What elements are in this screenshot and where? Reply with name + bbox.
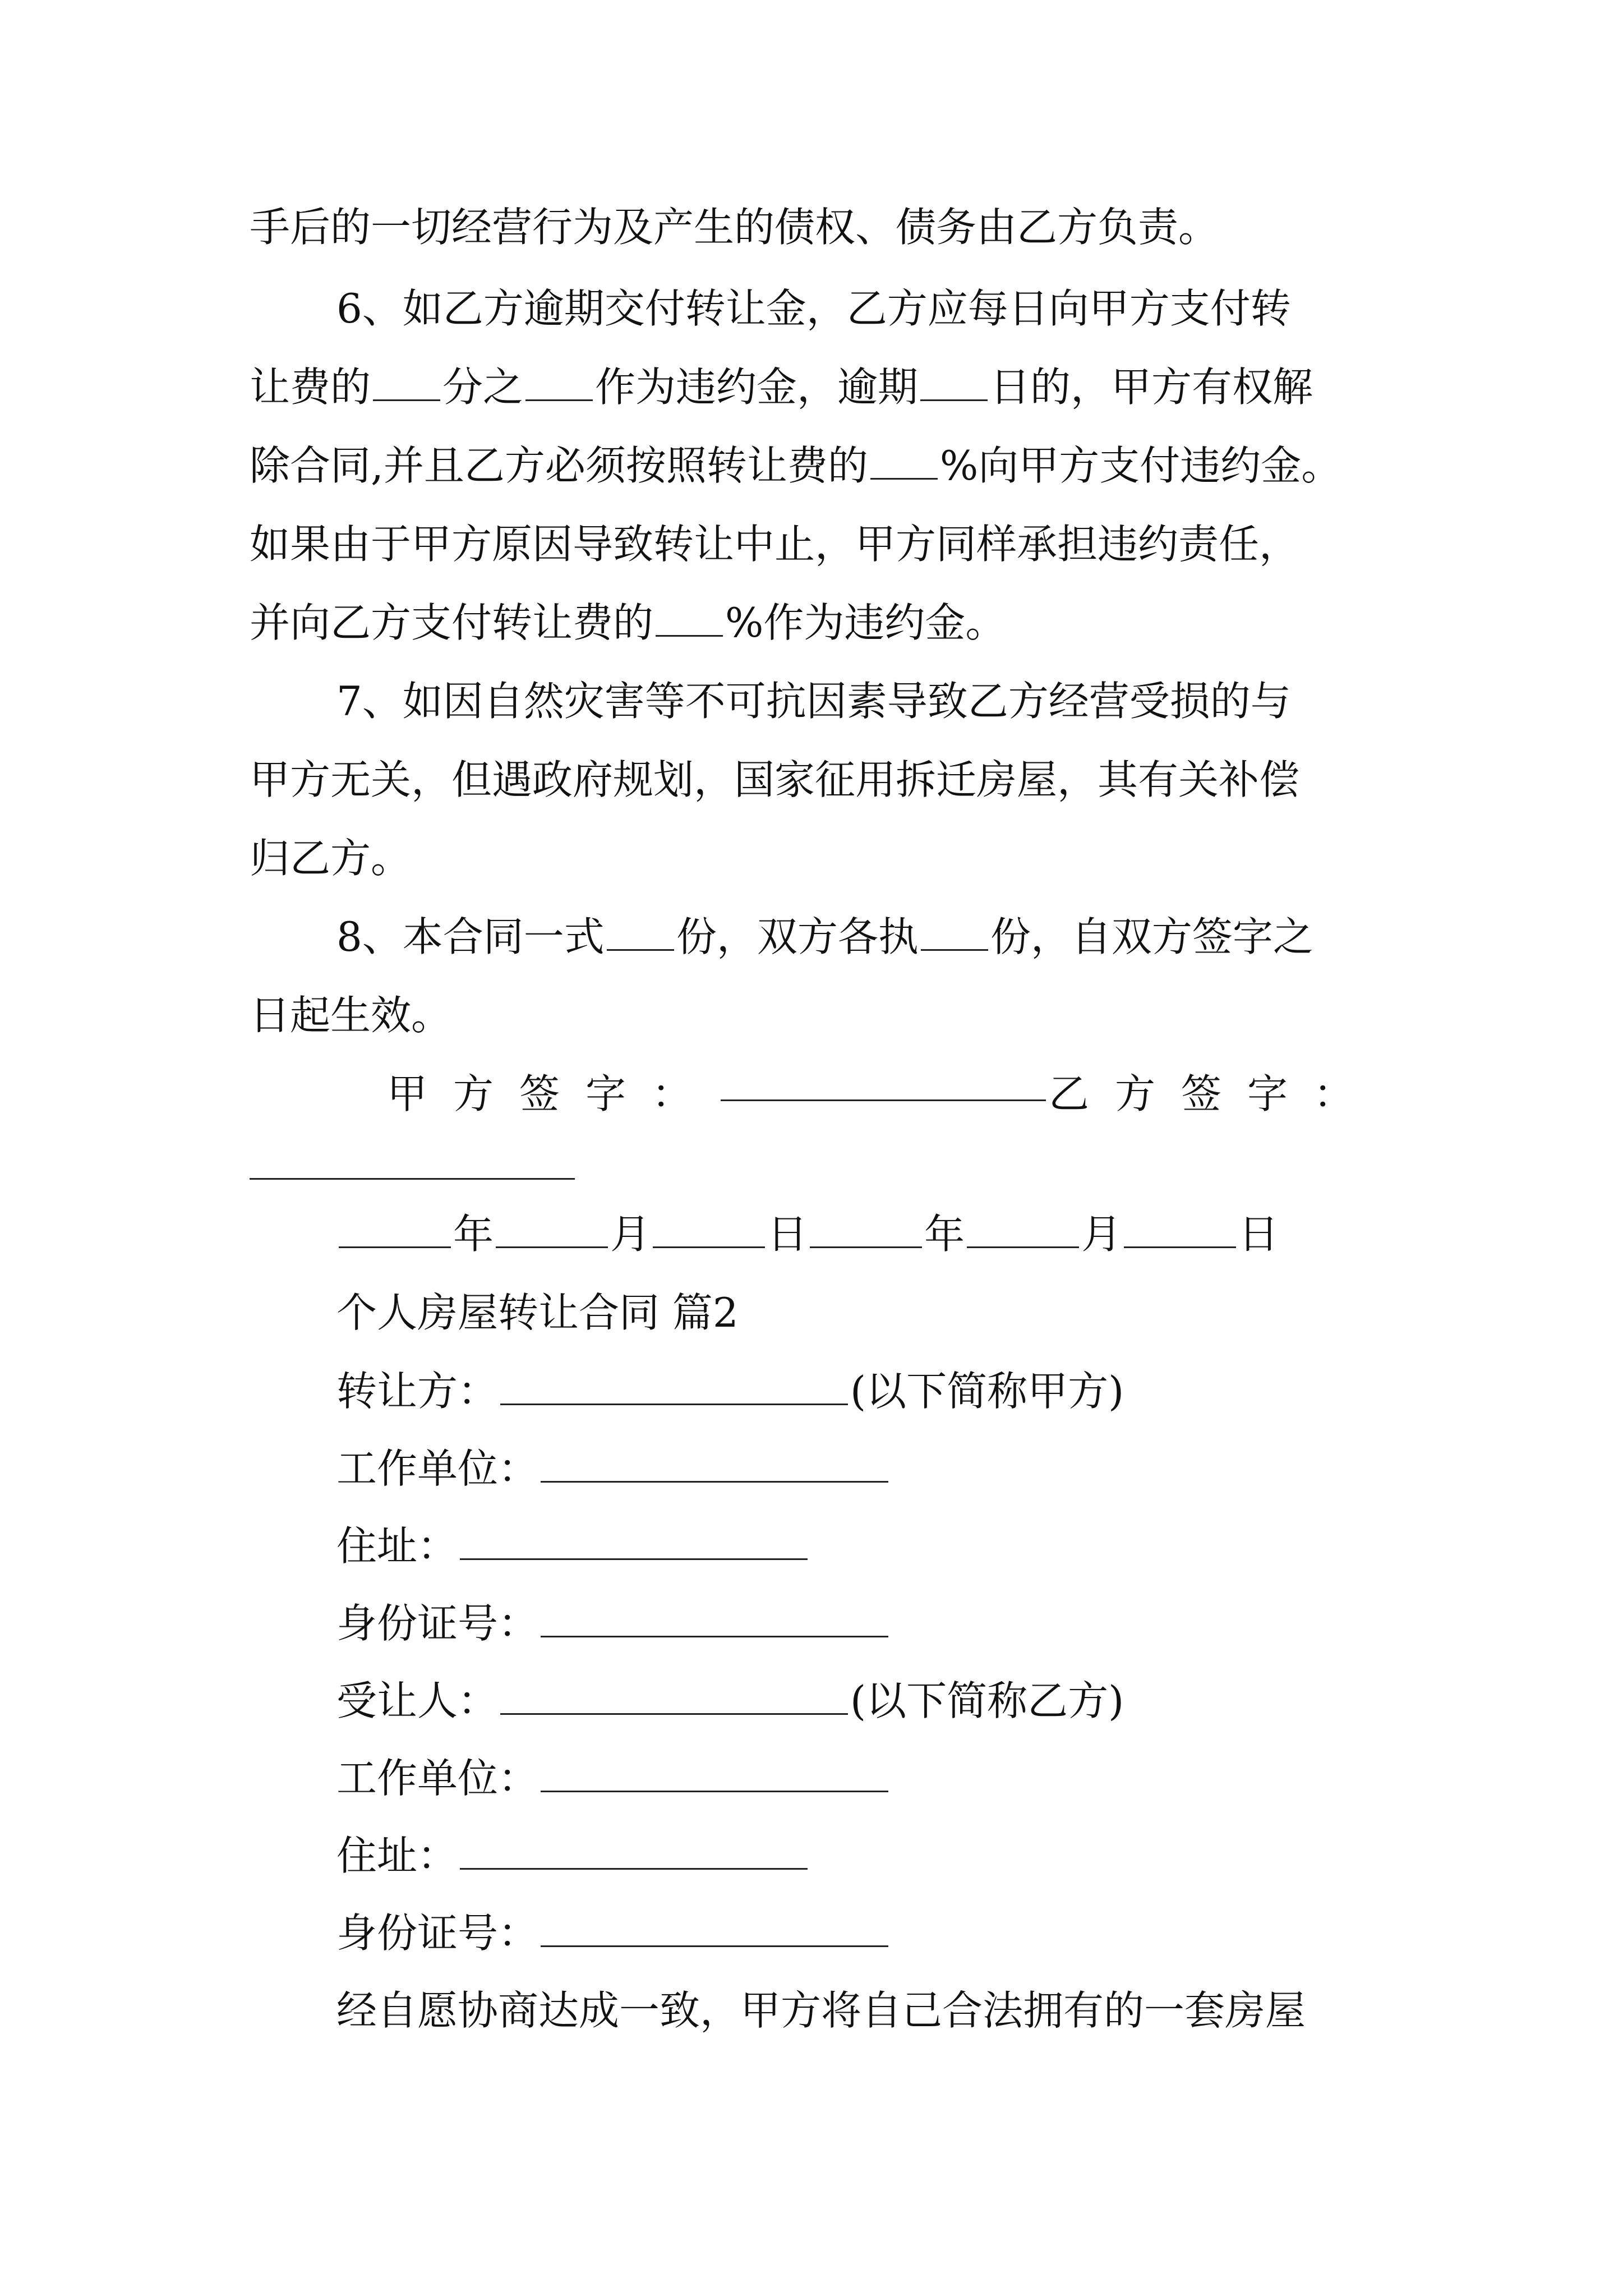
fill-blank (496, 1215, 608, 1248)
fill-blank (525, 368, 593, 401)
clause-7-line-3 (250, 830, 411, 886)
text: 作为违约金，逾期 (595, 364, 919, 411)
party-b-id-row (336, 1905, 891, 1961)
party-a-work-unit-row (336, 1441, 891, 1497)
text: 分之 (442, 364, 524, 411)
fill-blank (541, 1914, 888, 1947)
fill-blank (921, 918, 988, 951)
section-2-heading (336, 1285, 739, 1341)
text: 份，双方各执 (676, 913, 919, 960)
year-label: 年 (453, 1211, 494, 1258)
label: 住址： (336, 1522, 458, 1570)
clause-6-line-3 (250, 438, 1341, 494)
fill-blank (810, 1215, 922, 1248)
year-label: 年 (924, 1211, 965, 1258)
party-a-signature-blank (721, 1066, 1046, 1101)
signature-row (387, 1066, 1380, 1122)
label: 身份证号： (336, 1910, 539, 1957)
party-b-signature-label: 乙方签字： (1048, 1070, 1380, 1117)
fill-blank (373, 368, 440, 401)
day-label: 日 (1238, 1211, 1279, 1258)
text: 并向乙方支付转让费的 (250, 599, 654, 646)
date-row (336, 1206, 1279, 1262)
clause-7-line-2 (250, 752, 1299, 808)
clause-8-line-1 (336, 909, 1313, 965)
fill-blank (870, 447, 938, 480)
party-b-signature-blank (250, 1177, 575, 1180)
fill-blank (653, 1215, 765, 1248)
label: 工作单位： (336, 1445, 539, 1492)
text: 除合同,并且乙方必须按照转让费的 (250, 442, 868, 489)
clause-6-line-1 (336, 280, 1291, 337)
text: 如果由于甲方原因导致转让中止，甲方同样承担违约责任， (250, 521, 1300, 568)
fill-blank (541, 1604, 888, 1637)
party-b-address-row (336, 1828, 810, 1884)
text: 份，自双方签字之 (990, 913, 1313, 960)
label: 受让人： (336, 1677, 499, 1724)
transferee-row (336, 1673, 1124, 1729)
agreement-line (336, 1982, 1306, 2039)
fill-blank (541, 1450, 888, 1483)
text: 甲方无关，但遇政府规划，国家征用拆迁房屋，其有关补偿 (250, 756, 1300, 803)
fill-blank (1124, 1215, 1236, 1248)
clause-8-line-2 (250, 987, 451, 1043)
clause-6-line-4 (250, 516, 1299, 572)
fill-blank (460, 1527, 808, 1560)
text: (以下简称乙方) (850, 1677, 1124, 1724)
fill-blank (339, 1215, 451, 1248)
text: 经自愿协商达成一致，甲方将自己合法拥有的一套房屋 (336, 1987, 1306, 2034)
fill-blank (920, 368, 988, 401)
text: 7、如因自然灾害等不可抗因素导致乙方经营受损的与 (336, 678, 1291, 725)
label: 工作单位： (336, 1755, 539, 1802)
text: 8、本合同一式 (336, 913, 605, 960)
fill-blank (607, 918, 674, 951)
text: 日起生效。 (250, 992, 452, 1039)
fill-blank (541, 1759, 888, 1792)
text: 让费的 (250, 364, 371, 411)
text: %作为违约金。 (725, 599, 1006, 646)
text: 手后的一切经营行为及产生的债权、债务由乙方负责。 (250, 204, 1219, 251)
transferor-row (336, 1363, 1124, 1419)
month-label: 月 (1081, 1211, 1122, 1258)
clause-6-line-2 (250, 359, 1313, 415)
label: 身份证号： (336, 1600, 539, 1647)
party-a-id-row (336, 1595, 891, 1651)
fill-blank (500, 1372, 848, 1405)
clause-7-line-1 (336, 673, 1291, 729)
fill-blank (500, 1682, 848, 1715)
month-label: 月 (610, 1211, 651, 1258)
party-a-address-row (336, 1518, 810, 1574)
clause-6-line-5 (250, 595, 1006, 651)
text: 归乙方。 (250, 835, 412, 882)
party-a-signature-label: 甲方签字： (387, 1070, 718, 1117)
day-label: 日 (767, 1211, 808, 1258)
label: 住址： (336, 1832, 458, 1879)
text: (以下简称甲方) (850, 1368, 1124, 1415)
party-b-work-unit-row (336, 1750, 891, 1806)
fill-blank (656, 604, 723, 637)
text: %向甲方支付违约金。 (939, 442, 1342, 489)
label: 转让方： (336, 1368, 499, 1415)
paragraph-5-tail (250, 199, 1219, 255)
text: 6、如乙方逾期交付转让金，乙方应每日向甲方支付转 (336, 285, 1291, 332)
text: 个人房屋转让合同 篇2 (336, 1289, 739, 1336)
text: 日的，甲方有权解 (990, 364, 1313, 411)
fill-blank (460, 1837, 808, 1870)
fill-blank (967, 1215, 1079, 1248)
